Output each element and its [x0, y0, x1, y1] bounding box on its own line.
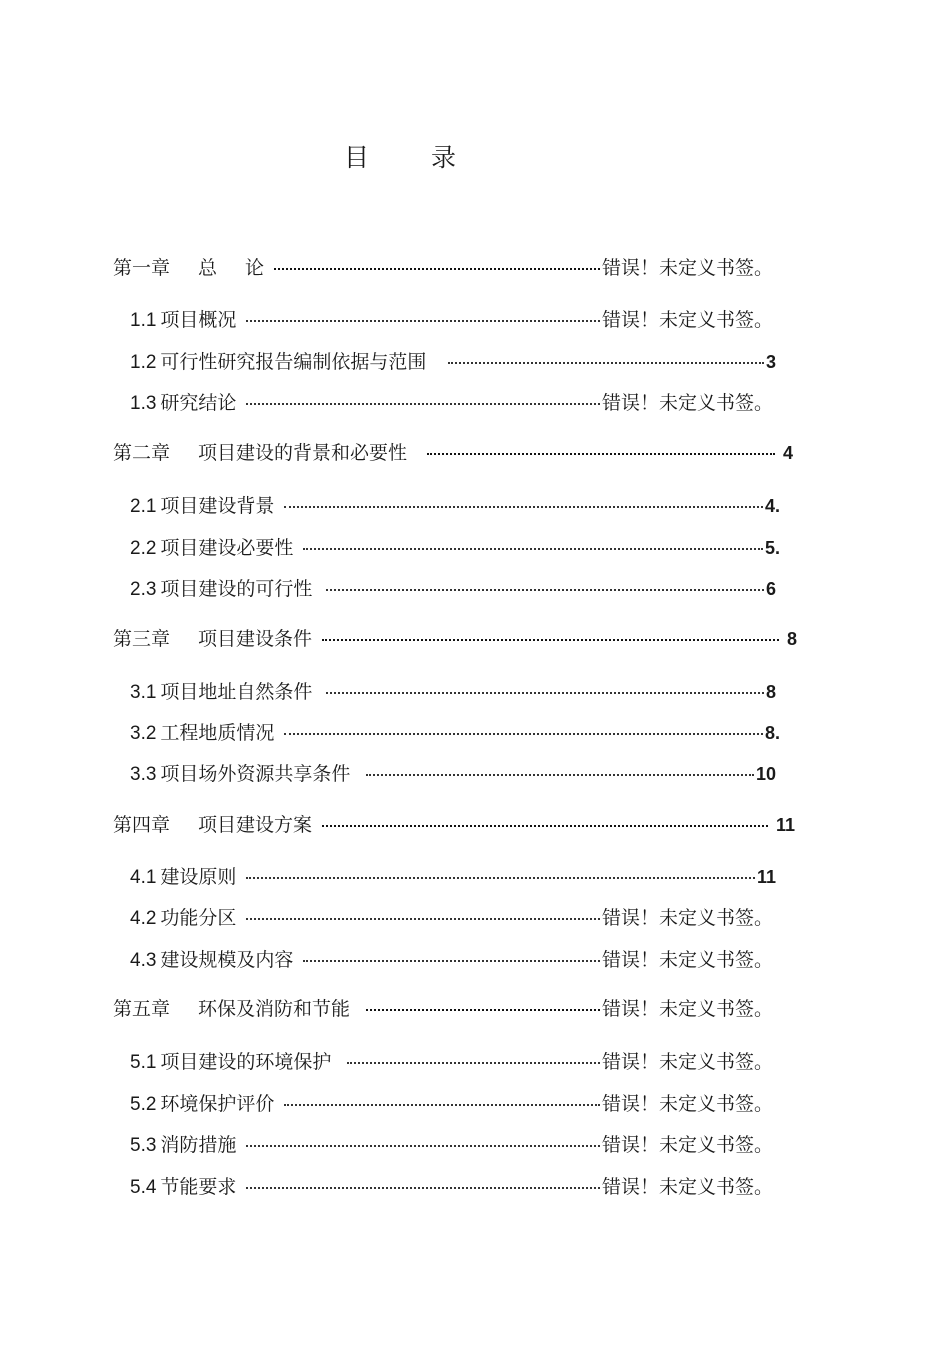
toc-section-1-3[interactable] — [130, 390, 773, 417]
toc-page-ref: 错误！未定义书签。 — [601, 392, 773, 414]
toc-chapter-name: 环保及消防和节能 — [198, 998, 351, 1020]
toc-section-2-2[interactable] — [130, 535, 780, 562]
toc-section-number: 3.1 — [130, 682, 157, 703]
toc-entry-label — [113, 626, 312, 652]
toc-section-5-3[interactable] — [130, 1132, 773, 1159]
toc-leader-dots — [284, 733, 763, 735]
toc-section-2-1[interactable] — [130, 493, 780, 520]
toc-entry-label — [113, 255, 264, 281]
toc-section-number: 2.3 — [130, 579, 157, 600]
toc-section-name: 项目地址自然条件 — [160, 681, 313, 703]
toc-page-ref: 6 — [765, 579, 776, 599]
toc-section-name: 功能分区 — [160, 907, 237, 929]
toc-entry-label — [130, 1091, 274, 1118]
toc-section-name: 项目建设背景 — [160, 495, 275, 517]
toc-chapter-number: 第一章 — [113, 257, 171, 279]
toc-section-3-2[interactable] — [130, 720, 780, 747]
toc-section-number: 1.1 — [130, 310, 157, 331]
toc-page-ref: 5. — [764, 538, 780, 558]
toc-page-ref: 错误！未定义书签。 — [601, 257, 773, 279]
toc-section-name: 项目建设必要性 — [160, 537, 294, 559]
toc-leader-dots — [246, 1145, 600, 1147]
toc-section-name: 节能要求 — [160, 1176, 237, 1198]
toc-title-char: 目 — [343, 143, 369, 172]
toc-section-5-1[interactable] — [130, 1049, 773, 1076]
toc-section-number: 4.2 — [130, 908, 157, 929]
toc-leader-dots — [284, 1104, 600, 1106]
toc-page-ref: 10 — [755, 764, 776, 784]
toc-chapter-3[interactable] — [113, 626, 797, 652]
toc-section-number: 1.2 — [130, 352, 157, 373]
toc-section-1-1[interactable] — [130, 307, 773, 334]
toc-page-ref: 11 — [775, 815, 795, 835]
toc-section-name: 环境保护评价 — [160, 1093, 275, 1115]
toc-entry-label — [130, 535, 293, 562]
toc-leader-dots — [366, 1009, 600, 1011]
toc-entry-label — [130, 761, 350, 788]
toc-leader-dots — [303, 960, 600, 962]
toc-page-ref: 错误！未定义书签。 — [601, 1176, 773, 1198]
toc-section-5-4[interactable] — [130, 1174, 773, 1201]
toc-page-ref: 3 — [765, 352, 776, 372]
toc-entry-label — [130, 720, 274, 747]
toc-leader-dots — [366, 774, 754, 776]
toc-entry-label — [130, 679, 312, 706]
toc-leader-dots — [246, 1187, 600, 1189]
toc-leader-dots — [347, 1062, 600, 1064]
toc-chapter-number: 第四章 — [113, 814, 171, 836]
toc-entry-label — [130, 493, 274, 520]
toc-section-number: 4.1 — [130, 867, 157, 888]
toc-page-ref: 错误！未定义书签。 — [601, 1093, 773, 1115]
toc-section-name: 可行性研究报告编制依据与范围 — [160, 351, 427, 373]
toc-leader-dots — [322, 639, 779, 641]
toc-leader-dots — [427, 453, 775, 455]
toc-section-number: 4.3 — [130, 950, 157, 971]
toc-chapter-name — [198, 257, 264, 279]
toc-leader-dots — [246, 918, 600, 920]
toc-section-number: 3.2 — [130, 723, 157, 744]
toc-chapter-5[interactable] — [113, 996, 773, 1022]
toc-entry-label — [130, 576, 312, 603]
toc-chapter-name-part: 论 — [245, 257, 265, 279]
toc-section-name: 建设原则 — [160, 866, 237, 888]
toc-page-ref: 4. — [764, 496, 780, 516]
toc-section-name: 研究结论 — [160, 392, 237, 414]
toc-title — [0, 138, 800, 174]
toc-page-ref: 8 — [765, 682, 776, 702]
toc-entry-label — [130, 864, 236, 891]
toc-chapter-name-part: 总 — [198, 257, 218, 279]
toc-entry-label — [130, 1132, 236, 1159]
toc-leader-dots — [326, 692, 764, 694]
toc-title-char: 录 — [431, 143, 457, 172]
toc-page-ref: 错误！未定义书签。 — [601, 907, 773, 929]
toc-section-name: 工程地质情况 — [160, 722, 275, 744]
toc-section-name: 建设规模及内容 — [160, 949, 294, 971]
toc-page-ref: 8. — [764, 723, 780, 743]
toc-leader-dots — [326, 589, 764, 591]
toc-page-ref: 错误！未定义书签。 — [601, 1134, 773, 1156]
toc-section-1-2[interactable] — [130, 349, 776, 376]
toc-page-ref: 8 — [786, 629, 797, 649]
toc-section-4-3[interactable] — [130, 947, 773, 974]
toc-chapter-name: 项目建设条件 — [198, 628, 313, 650]
toc-chapter-2[interactable] — [113, 440, 793, 466]
toc-entry-label — [130, 390, 236, 417]
toc-chapter-number: 第五章 — [113, 998, 171, 1020]
toc-section-name: 项目场外资源共享条件 — [160, 763, 351, 785]
toc-section-number: 2.2 — [130, 538, 157, 559]
toc-leader-dots — [322, 825, 768, 827]
toc-chapter-number: 第二章 — [113, 442, 171, 464]
toc-leader-dots — [246, 403, 600, 405]
toc-entry-label — [130, 1049, 331, 1076]
toc-section-4-2[interactable] — [130, 905, 773, 932]
toc-leader-dots — [246, 320, 600, 322]
toc-section-name: 项目概况 — [160, 309, 237, 331]
toc-section-4-1[interactable] — [130, 864, 776, 891]
toc-chapter-4[interactable] — [113, 812, 795, 838]
toc-entry-label — [130, 349, 426, 376]
toc-page-ref: 11 — [756, 867, 776, 887]
toc-page-ref: 错误！未定义书签。 — [601, 309, 773, 331]
toc-leader-dots — [448, 362, 764, 364]
toc-chapter-1[interactable] — [113, 255, 773, 281]
toc-leader-dots — [303, 548, 763, 550]
toc-entry-label — [130, 1174, 236, 1201]
toc-leader-dots — [284, 506, 763, 508]
toc-entry-label — [130, 905, 236, 932]
toc-chapter-name: 项目建设方案 — [198, 814, 313, 836]
toc-section-number: 3.3 — [130, 764, 157, 785]
toc-section-number: 5.4 — [130, 1177, 157, 1198]
toc-page-ref: 错误！未定义书签。 — [601, 998, 773, 1020]
toc-section-number: 1.3 — [130, 393, 157, 414]
toc-section-name: 消防措施 — [160, 1134, 237, 1156]
toc-section-3-1[interactable] — [130, 679, 776, 706]
toc-section-2-3[interactable] — [130, 576, 776, 603]
toc-entry-label — [113, 812, 312, 838]
toc-chapter-name: 项目建设的背景和必要性 — [198, 442, 408, 464]
toc-entry-label — [113, 996, 350, 1022]
toc-entry-label — [130, 307, 236, 334]
toc-page-ref: 错误！未定义书签。 — [601, 1051, 773, 1073]
toc-section-number: 5.2 — [130, 1094, 157, 1115]
toc-page-ref: 错误！未定义书签。 — [601, 949, 773, 971]
toc-section-number: 2.1 — [130, 496, 157, 517]
toc-entry-label — [130, 947, 293, 974]
toc-section-number: 5.3 — [130, 1135, 157, 1156]
toc-chapter-number: 第三章 — [113, 628, 171, 650]
toc-section-3-3[interactable] — [130, 761, 776, 788]
toc-page-ref: 4 — [782, 443, 793, 463]
toc-entry-label — [113, 440, 407, 466]
toc-section-name: 项目建设的可行性 — [160, 578, 313, 600]
toc-section-number: 5.1 — [130, 1052, 157, 1073]
toc-leader-dots — [246, 877, 755, 879]
toc-section-5-2[interactable] — [130, 1091, 773, 1118]
toc-section-name: 项目建设的环境保护 — [160, 1051, 332, 1073]
toc-leader-dots — [274, 268, 600, 270]
